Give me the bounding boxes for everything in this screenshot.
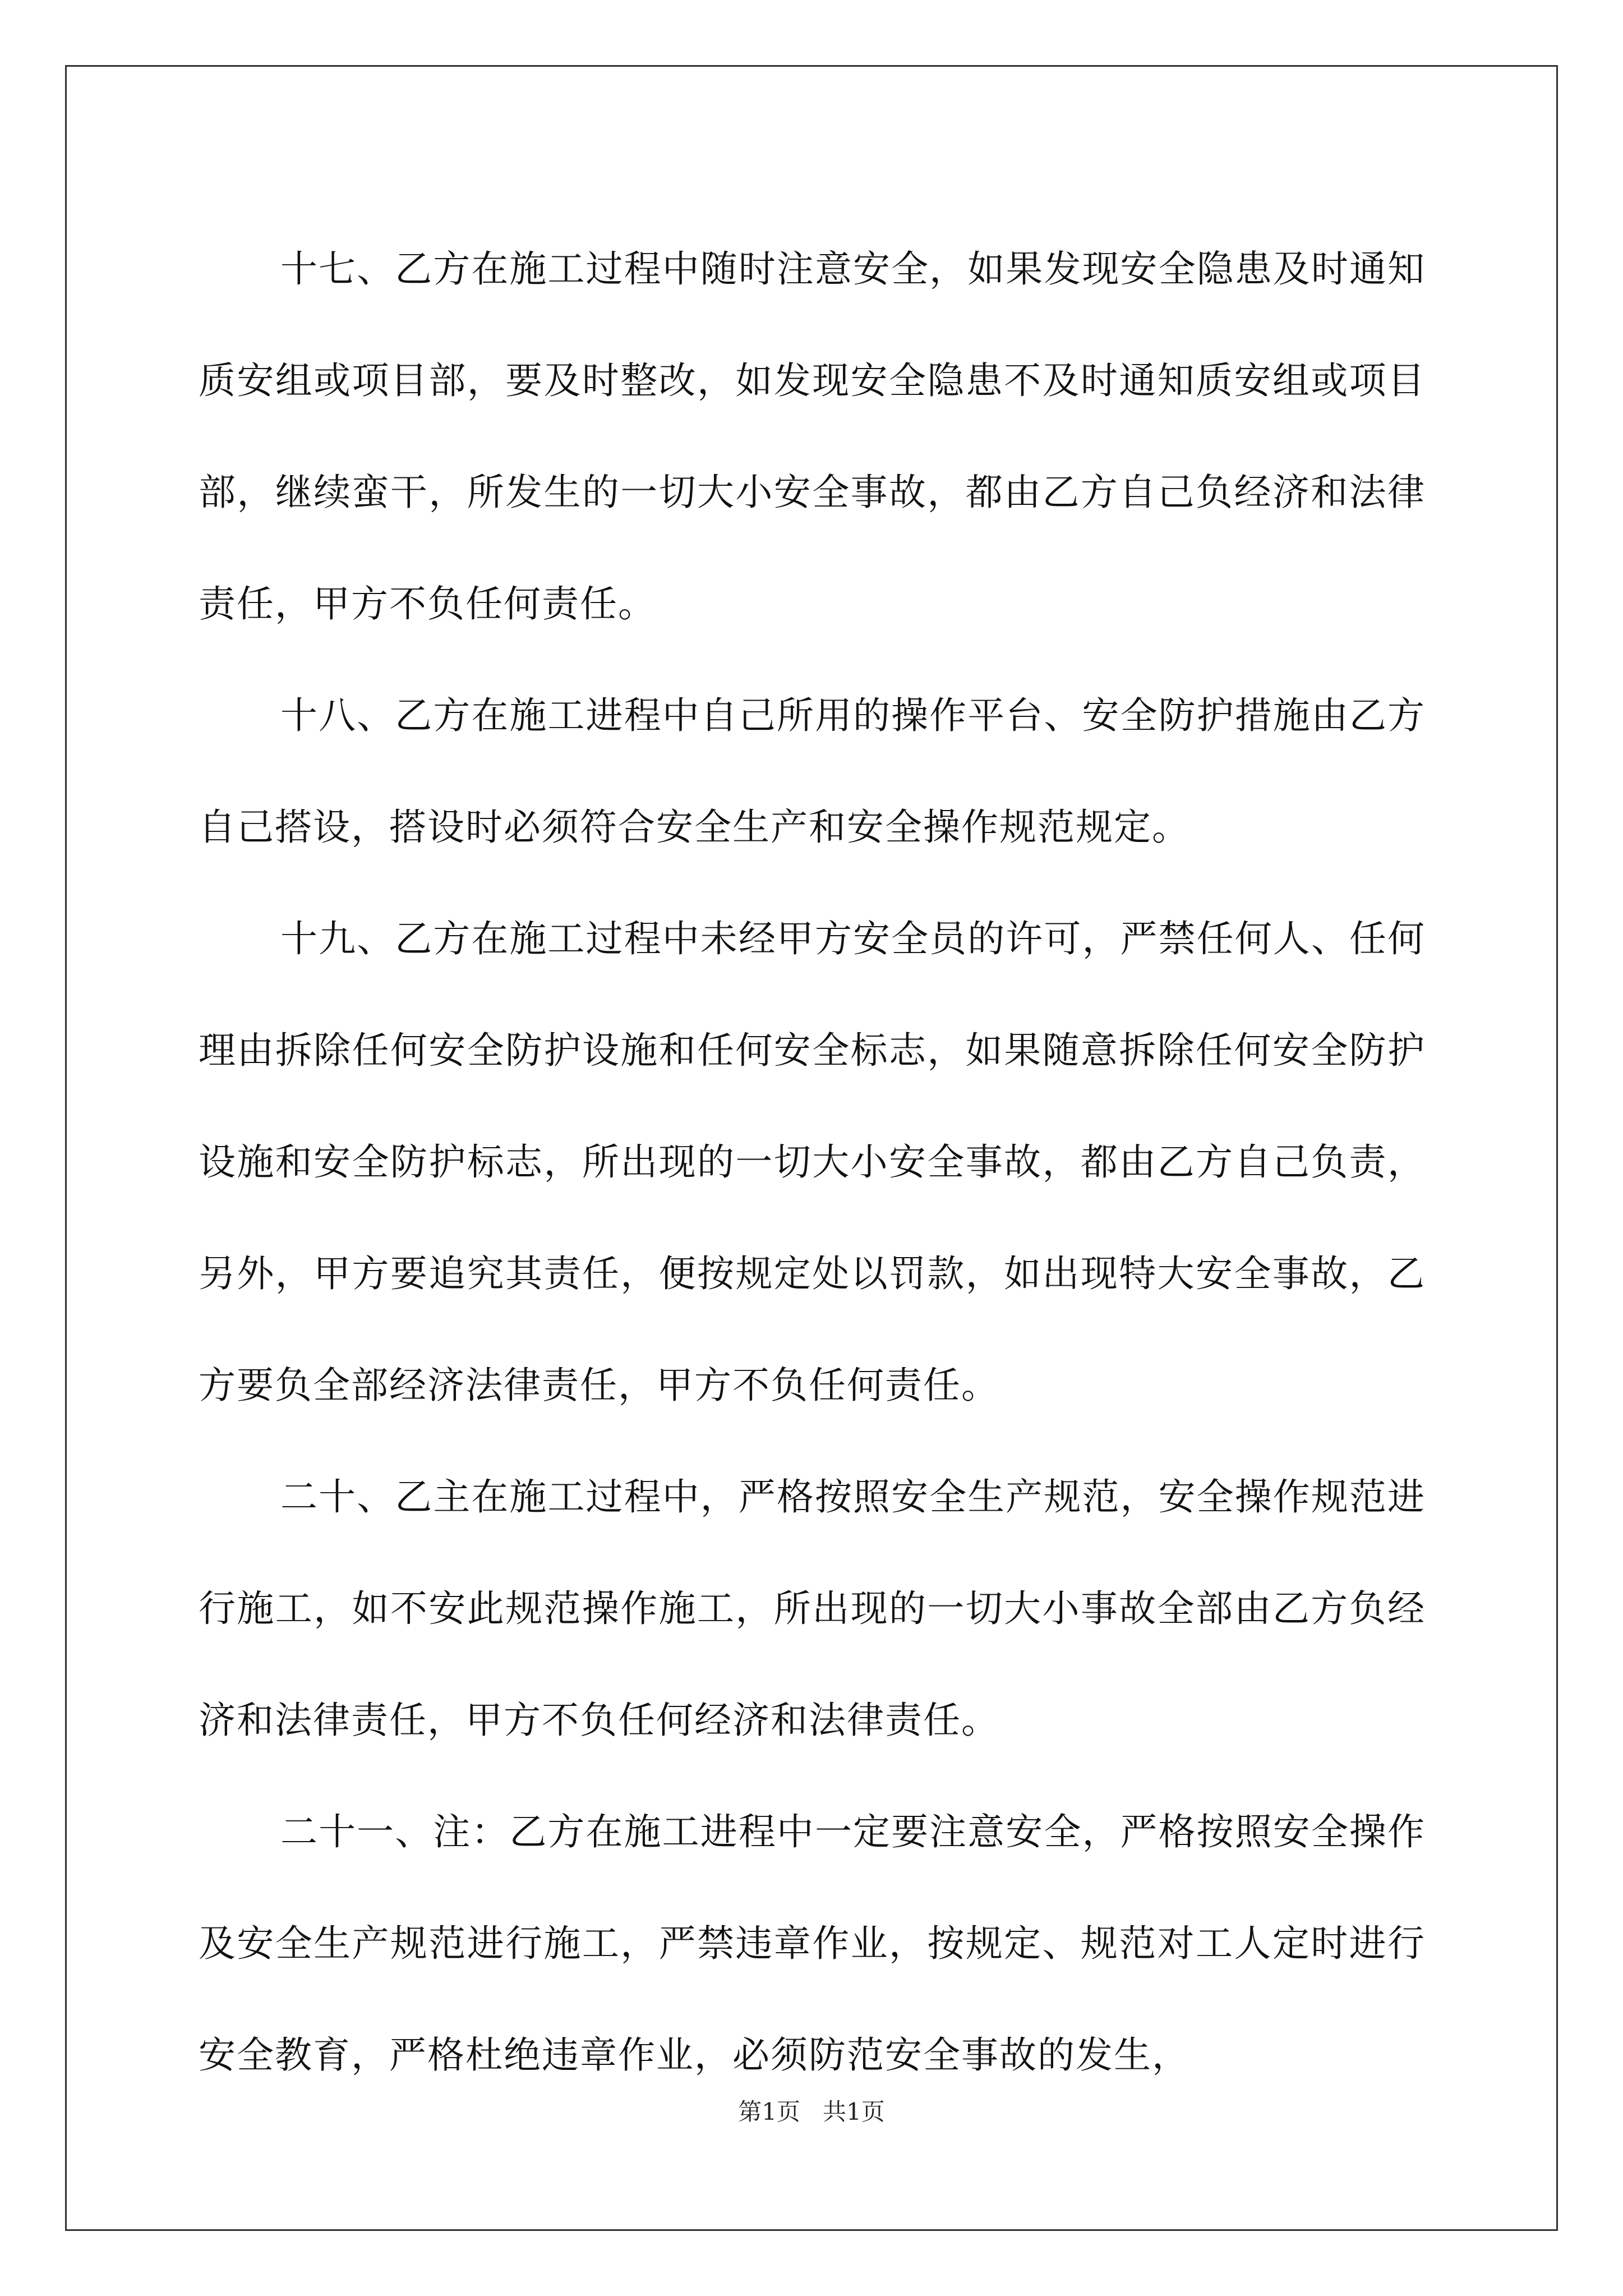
document-body xyxy=(199,213,1426,2111)
page-footer xyxy=(0,2093,1623,2127)
clause-21: 二十一、注：乙方在施工进程中一定要注意安全，严格按照安全操作及安全生产规范进行施工，严禁违章作业，按规定、规范对工人定时进行安全教育，严格杜绝违章作业，必须防范安全事故的发生， xyxy=(199,1810,1426,2077)
clause-19: 十九、乙方在施工过程中未经甲方安全员的许可，严禁任何人、任何理由拆除任何安全防护设施和任何安全标志，如果随意拆除任何安全防护设施和安全防护标志，所出现的一切大小安全事故，都由乙方自己负责，另外，甲方要追究其责任，便按规定处以罚款，如出现特大安全事故，乙方要负全部经济法律责任，甲方不负任何责任。 xyxy=(199,917,1426,1407)
page-number-total: 共1页 xyxy=(823,2098,885,2125)
clause-20: 二十、乙主在施工过程中，严格按照安全生产规范，安全操作规范进行施工，如不安此规范操作施工，所出现的一切大小事故全部由乙方负经济和法律责任，甲方不负任何经济和法律责任。 xyxy=(199,1475,1426,1742)
clause-18: 十八、乙方在施工进程中自己所用的操作平台、安全防护措施由乙方自己搭设，搭设时必须符合安全生产和安全操作规范规定。 xyxy=(199,694,1426,849)
page-number-current: 第1页 xyxy=(738,2098,800,2125)
clause-17: 十七、乙方在施工过程中随时注意安全，如果发现安全隐患及时通知质安组或项目部，要及时整改，如发现安全隐患不及时通知质安组或项目部，继续蛮干，所发生的一切大小安全事故，都由乙方自己负经济和法律责任，甲方不负任何责任。 xyxy=(199,247,1426,625)
